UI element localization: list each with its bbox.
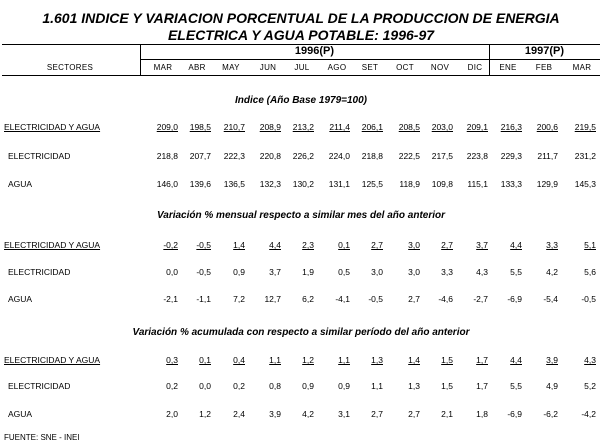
table-cell: 211,4	[329, 122, 350, 132]
table-cell: 118,9	[399, 179, 420, 189]
row-label: ELECTRICIDAD Y AGUA	[4, 355, 101, 365]
month-header: AGO	[327, 63, 347, 72]
row-label: ELECTRICIDAD	[8, 267, 71, 277]
table-cell: 1,2	[199, 409, 211, 419]
table-cell: 3,0	[371, 267, 383, 277]
table-cell: 146,0	[156, 179, 178, 189]
table-row	[0, 294, 602, 306]
table-cell: -6,9	[507, 409, 522, 419]
table-cell: 0,4	[233, 355, 245, 365]
table-cell: 1,4	[408, 355, 420, 365]
table-cell: 4,4	[510, 355, 522, 365]
table-cell: -0,5	[581, 294, 596, 304]
month-header: ABR	[188, 63, 206, 72]
table-cell: 1,1	[338, 355, 350, 365]
table-cell: 1,5	[441, 381, 453, 391]
table-cell: 4,4	[269, 240, 281, 250]
table-cell: 4,4	[510, 240, 522, 250]
section-title: Variación % mensual respecto a similar mes del año anterior	[156, 210, 446, 221]
table-cell: 224,0	[328, 151, 350, 161]
month-header: FEB	[535, 63, 553, 72]
table-cell: 2,7	[441, 240, 453, 250]
table-cell: 1,7	[476, 381, 488, 391]
table-cell: 226,2	[292, 151, 314, 161]
table-row	[0, 409, 602, 421]
table-cell: 222,3	[223, 151, 245, 161]
table-cell: 218,8	[156, 151, 178, 161]
table-cell: 129,9	[536, 179, 558, 189]
table-cell: -2,1	[163, 294, 178, 304]
table-cell: 0,9	[338, 381, 350, 391]
table-cell: 1,7	[476, 355, 488, 365]
table-cell: 218,8	[361, 151, 383, 161]
table-row	[0, 267, 602, 279]
table-cell: 210,7	[223, 122, 245, 132]
table-cell: 7,2	[233, 294, 245, 304]
table-cell: 4,2	[302, 409, 314, 419]
table-cell: 2,7	[371, 240, 383, 250]
table-cell: 208,5	[398, 122, 420, 132]
table-cell: 1,3	[408, 381, 420, 391]
table-cell: 198,5	[189, 122, 211, 132]
table-cell: 5,2	[584, 381, 596, 391]
table-cell: -4,2	[581, 409, 596, 419]
table-cell: -0,5	[196, 267, 211, 277]
row-label: ELECTRICIDAD	[8, 151, 71, 161]
table-cell: 3,9	[546, 355, 558, 365]
table-cell: 223,8	[466, 151, 488, 161]
table-cell: 203,0	[431, 122, 453, 132]
month-header: JUL	[294, 63, 310, 72]
table-cell: 0,2	[233, 381, 245, 391]
row-label: ELECTRICIDAD Y AGUA	[4, 122, 101, 132]
table-cell: 109,8	[431, 179, 453, 189]
table-cell: 0,1	[338, 240, 350, 250]
table-cell: -0,5	[368, 294, 383, 304]
table-cell: 1,9	[302, 267, 314, 277]
table-cell: 1,1	[371, 381, 383, 391]
table-cell: 133,3	[500, 179, 522, 189]
table-cell: 139,6	[189, 179, 211, 189]
table-row	[0, 151, 602, 163]
sectores-header: SECTORES	[46, 63, 94, 72]
table-cell: 0,8	[269, 381, 281, 391]
table-cell: 208,9	[259, 122, 281, 132]
table-cell: 5,5	[510, 381, 522, 391]
source-note: FUENTE: SNE - INEI	[4, 433, 80, 442]
table-cell: 136,5	[223, 179, 245, 189]
table-cell: 1,4	[233, 240, 245, 250]
table-cell: -6,2	[543, 409, 558, 419]
table-cell: -0,5	[196, 240, 211, 250]
table-cell: 220,8	[259, 151, 281, 161]
table-cell: 3,9	[269, 409, 281, 419]
month-header: DIC	[467, 63, 483, 72]
table-cell: 2,7	[408, 409, 420, 419]
table-cell: 231,2	[574, 151, 596, 161]
table-cell: 207,7	[189, 151, 211, 161]
table-title-line2: ELECTRICA Y AGUA POTABLE: 1996-97	[167, 27, 435, 43]
month-header: MAR	[153, 63, 173, 72]
table-title-line1: 1.601 INDICE Y VARIACION PORCENTUAL DE LA PRODUCCION DE ENERGIA	[42, 10, 560, 26]
table-cell: 1,2	[302, 355, 314, 365]
table-cell: 211,7	[537, 151, 558, 161]
row-label: AGUA	[8, 294, 33, 304]
table-cell: 1,3	[371, 355, 383, 365]
table-cell: 0,0	[166, 267, 178, 277]
table-cell: 200,6	[536, 122, 558, 132]
table-cell: 12,7	[264, 294, 281, 304]
table-cell: -4,1	[335, 294, 350, 304]
header-year-rule	[140, 59, 600, 60]
month-header: OCT	[396, 63, 414, 72]
table-cell: 4,2	[546, 267, 558, 277]
month-header: NOV	[430, 63, 450, 72]
table-cell: 3,3	[441, 267, 453, 277]
month-header: JUN	[259, 63, 277, 72]
table-cell: 5,6	[584, 267, 596, 277]
table-cell: 217,5	[431, 151, 453, 161]
table-cell: -4,6	[438, 294, 453, 304]
row-label: AGUA	[8, 179, 33, 189]
table-cell: -6,9	[507, 294, 522, 304]
table-cell: -1,1	[196, 294, 211, 304]
table-cell: 131,1	[328, 179, 350, 189]
table-cell: 115,1	[467, 179, 488, 189]
table-cell: 213,2	[292, 122, 314, 132]
row-label: ELECTRICIDAD Y AGUA	[4, 240, 101, 250]
table-cell: 4,3	[584, 355, 596, 365]
table-cell: 5,1	[584, 240, 596, 250]
table-cell: 125,5	[361, 179, 383, 189]
month-header: SET	[361, 63, 379, 72]
header-bottom-rule	[2, 75, 600, 76]
year-1996-label: 1996(P)	[294, 45, 335, 57]
table-cell: -5,4	[543, 294, 558, 304]
table-cell: -0,2	[163, 240, 178, 250]
table-cell: 2,3	[302, 240, 314, 250]
table-cell: 5,5	[510, 267, 522, 277]
table-cell: 0,3	[166, 355, 178, 365]
month-header: MAY	[222, 63, 240, 72]
table-cell: 2,1	[441, 409, 453, 419]
table-cell: 0,9	[302, 381, 314, 391]
table-cell: 222,5	[398, 151, 420, 161]
table-cell: 4,3	[476, 267, 488, 277]
table-cell: 6,2	[302, 294, 314, 304]
table-row	[0, 122, 602, 134]
table-cell: 2,7	[371, 409, 383, 419]
table-cell: 0,1	[199, 355, 211, 365]
month-header: MAR	[572, 63, 592, 72]
table-cell: 3,1	[338, 409, 350, 419]
row-label: AGUA	[8, 409, 33, 419]
table-cell: 130,2	[292, 179, 314, 189]
table-cell: 2,4	[233, 409, 245, 419]
table-cell: 1,5	[441, 355, 453, 365]
table-row	[0, 381, 602, 393]
table-cell: 2,0	[166, 409, 178, 419]
table-cell: 0,0	[199, 381, 211, 391]
table-row	[0, 240, 602, 252]
row-label: ELECTRICIDAD	[8, 381, 71, 391]
table-cell: 3,3	[546, 240, 558, 250]
table-cell: 145,3	[574, 179, 596, 189]
table-row	[0, 355, 602, 367]
table-cell: 209,1	[466, 122, 488, 132]
table-cell: 4,9	[546, 381, 558, 391]
table-cell: 216,3	[500, 122, 522, 132]
table-cell: 0,5	[338, 267, 350, 277]
table-cell: 209,0	[156, 122, 178, 132]
table-cell: 1,1	[269, 355, 281, 365]
table-cell: 3,7	[476, 240, 488, 250]
table-cell: 132,3	[259, 179, 281, 189]
month-header: ENE	[499, 63, 517, 72]
table-cell: 0,2	[166, 381, 178, 391]
table-row	[0, 179, 602, 191]
table-cell: 2,7	[408, 294, 420, 304]
table-cell: 229,3	[500, 151, 522, 161]
table-cell: 206,1	[361, 122, 383, 132]
table-cell: -2,7	[473, 294, 488, 304]
table-cell: 0,9	[233, 267, 245, 277]
table-cell: 3,7	[269, 267, 281, 277]
table-cell: 219,5	[574, 122, 596, 132]
table-cell: 1,8	[476, 409, 488, 419]
year-1997-label: 1997(P)	[524, 45, 565, 57]
section-title: Variación % acumulada con respecto a similar período del año anterior	[132, 327, 470, 338]
section-title: Indice (Año Base 1979=100)	[234, 95, 367, 106]
table-cell: 3,0	[408, 267, 420, 277]
table-cell: 3,0	[408, 240, 420, 250]
